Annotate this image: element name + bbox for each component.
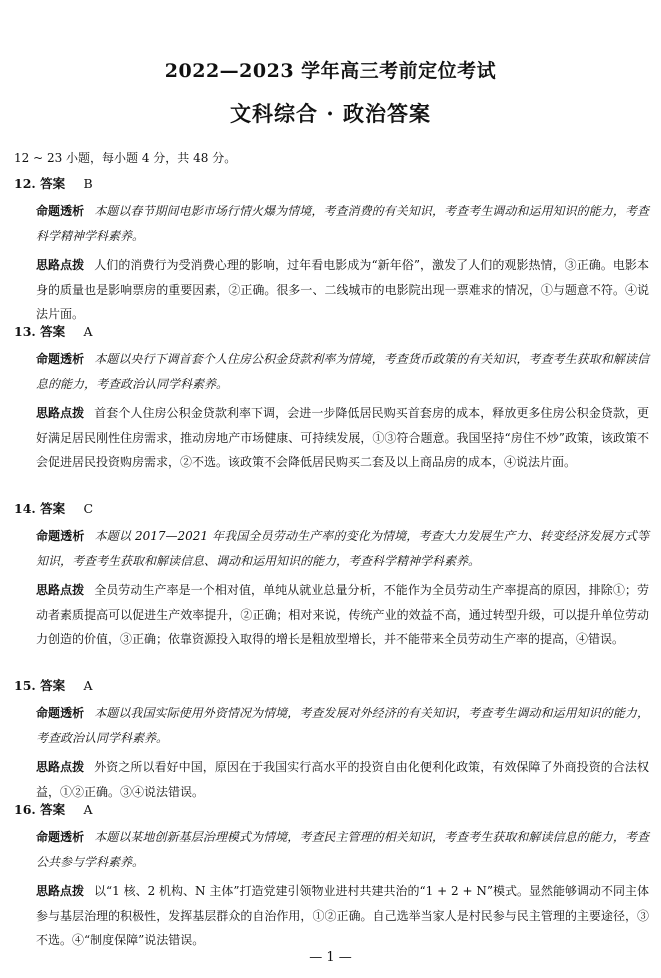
analysis-label: 命题透析 bbox=[36, 830, 85, 844]
question-number: 12. bbox=[14, 176, 36, 191]
analysis-text: 本题以央行下调首套个人住房公积金贷款利率为情境，考查货币政策的有关知识，考查考生获取和解读信息的能力，考查政治认同学科素养。 bbox=[36, 352, 649, 391]
hint-block bbox=[14, 755, 649, 804]
question-number: 16. bbox=[14, 802, 36, 817]
hint-block bbox=[14, 879, 649, 953]
answer-letter: C bbox=[83, 501, 94, 516]
page-number: — 1 — bbox=[309, 950, 352, 965]
hint-label: 思路点拨 bbox=[36, 884, 85, 898]
answer-letter: A bbox=[83, 802, 93, 817]
question-number: 15. bbox=[14, 678, 36, 693]
hint-text: 首套个人住房公积金贷款利率下调，会进一步降低居民购买首套房的成本，释放更多住房公积金贷款，更好满足居民刚性住房需求，推动房地产市场健康、可持续发展，①③符合题意。我国坚持“房住不炒”政策，该政策不会促进居民投资购房需求，②不选。该政策不会降低居民购买二套及以上商品房的成本，④说法片面。 bbox=[36, 406, 649, 469]
analysis-label: 命题透析 bbox=[36, 352, 85, 366]
hint-text: 全员劳动生产率是一个相对值，单纯从就业总量分析，不能作为全员劳动生产率提高的原因，排除①；劳动者素质提高可以促进生产效率提升，②正确；相对来说，传统产业的效益不高，通过转型升级，可以提升单位劳动力创造的价值，③正确；依靠资源投入取得的增长是粗放型增长，并不能带来全员劳动生产率的提高，④错误。 bbox=[36, 583, 649, 646]
hint-label: 思路点拨 bbox=[36, 583, 85, 597]
hint-text: 以“1 核、2 机构、N 主体”打造党建引领物业进村共建共治的“1 + 2 + N”模式。显然能够调动不同主体参与基层治理的积极性，发挥基层群众的自治作用，①②正确。自己选举当家人是村民参与民主管理的主要途径，③不选。④“制度保障”说法错误。 bbox=[36, 884, 649, 947]
analysis-label: 命题透析 bbox=[36, 529, 85, 543]
hint-label: 思路点拨 bbox=[36, 406, 85, 420]
answer-line bbox=[14, 499, 649, 519]
question-13 bbox=[14, 322, 649, 475]
section-intro: 12 ~ 23 小题，每小题 4 分，共 48 分。 bbox=[14, 151, 237, 165]
question-14 bbox=[14, 499, 649, 652]
question-16 bbox=[14, 800, 649, 953]
question-number: 14. bbox=[14, 501, 36, 516]
analysis-block bbox=[14, 825, 649, 874]
hint-block bbox=[14, 578, 649, 652]
hint-text: 外资之所以看好中国，原因在于我国实行高水平的投资自由化便利化政策，有效保障了外商投资的合法权益，①②正确。③④说法错误。 bbox=[36, 760, 649, 799]
analysis-block bbox=[14, 199, 649, 248]
analysis-block bbox=[14, 524, 649, 573]
answer-label: 答案 bbox=[40, 802, 66, 817]
question-12 bbox=[14, 174, 649, 327]
hint-label: 思路点拨 bbox=[36, 258, 85, 272]
answer-letter: A bbox=[83, 678, 93, 693]
analysis-label: 命题透析 bbox=[36, 204, 85, 218]
answer-label: 答案 bbox=[40, 501, 66, 516]
hint-text: 人们的消费行为受消费心理的影响，过年看电影成为“新年俗”，激发了人们的观影热情，③正确。电影本身的质量也是影响票房的重要因素，②正确。很多一、二线城市的电影院出现一票难求的情况，①与题意不符。④说法片面。 bbox=[36, 258, 649, 321]
analysis-text: 本题以 2017—2021 年我国全员劳动生产率的变化为情境，考查大力发展生产力、转变经济发展方式等知识，考查考生获取和解读信息、调动和运用知识的能力，考查科学精神学科素养。 bbox=[36, 529, 649, 568]
answer-line bbox=[14, 322, 649, 342]
answer-line bbox=[14, 800, 649, 820]
answer-letter: B bbox=[83, 176, 93, 191]
answer-label: 答案 bbox=[40, 678, 66, 693]
analysis-text: 本题以某地创新基层治理模式为情境，考查民主管理的相关知识，考查考生获取和解读信息的能力，考查公共参与学科素养。 bbox=[36, 830, 649, 869]
question-15 bbox=[14, 676, 649, 804]
analysis-text: 本题以春节期间电影市场行情火爆为情境，考查消费的有关知识，考查考生调动和运用知识的能力，考查科学精神学科素养。 bbox=[36, 204, 649, 243]
exam-title: 2022—2023 学年高三考前定位考试 bbox=[164, 60, 497, 82]
analysis-label: 命题透析 bbox=[36, 706, 85, 720]
answer-label: 答案 bbox=[40, 324, 66, 339]
answer-label: 答案 bbox=[40, 176, 66, 191]
hint-block bbox=[14, 253, 649, 327]
analysis-text: 本题以我国实际使用外资情况为情境，考查发展对外经济的有关知识，考查考生调动和运用知识的能力，考查政治认同学科素养。 bbox=[36, 706, 649, 745]
hint-block bbox=[14, 401, 649, 475]
answer-line bbox=[14, 174, 649, 194]
answer-letter: A bbox=[83, 324, 93, 339]
hint-label: 思路点拨 bbox=[36, 760, 85, 774]
answer-line bbox=[14, 676, 649, 696]
question-number: 13. bbox=[14, 324, 36, 339]
exam-subtitle: 文科综合 · 政治答案 bbox=[230, 101, 431, 126]
analysis-block bbox=[14, 701, 649, 750]
analysis-block bbox=[14, 347, 649, 396]
